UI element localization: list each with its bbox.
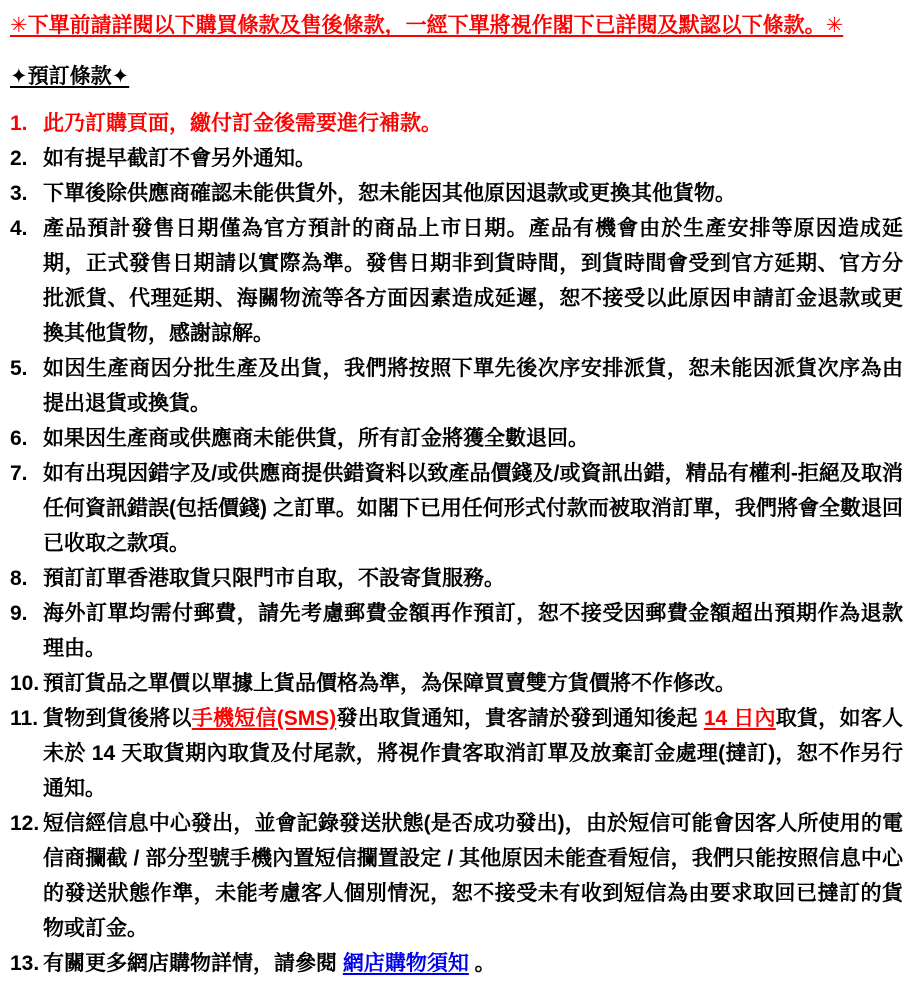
term-number: 8. bbox=[10, 567, 28, 590]
term-item bbox=[10, 701, 903, 806]
term-text bbox=[43, 596, 903, 666]
term-segment: 如因生產商因分批生產及出貨，我們將按照下單先後次序安排派貨，恕未能因派貨次序為由提出退貨或換貨。 bbox=[43, 357, 903, 415]
term-item bbox=[10, 666, 903, 701]
term-text bbox=[43, 106, 903, 141]
term-number: 12. bbox=[10, 812, 40, 835]
term-text bbox=[43, 421, 903, 456]
section-title-preorder-terms: ✦預訂條款✦ bbox=[10, 65, 130, 88]
term-number: 4. bbox=[10, 217, 28, 240]
term-number: 13. bbox=[10, 952, 40, 975]
term-item bbox=[10, 211, 903, 351]
term-item bbox=[10, 561, 903, 596]
term-segment: 有關更多網店購物詳情，請參閱 bbox=[43, 952, 343, 975]
term-text bbox=[43, 666, 903, 701]
term-number: 5. bbox=[10, 357, 28, 380]
term-segment: 產品預計發售日期僅為官方預計的商品上市日期。產品有機會由於生產安排等原因造成延期，正式發售日期請以實際為準。發售日期非到貨時間，到貨時間會受到官方延期、官方分批派貨、代理延期、海關物流等各方面因素造成延遲，恕不接受以此原因申請訂金退款或更換其他貨物，感謝諒解。 bbox=[43, 217, 903, 345]
term-segment: 貨物到貨後將以 bbox=[43, 707, 192, 730]
term-segment: 如有出現因錯字及/或供應商提供錯資料以致產品價錢及/或資訊出錯，精品有權利-拒絕及取消任何資訊錯誤(包括價錢) 之訂單。如閣下已用任何形式付款而被取消訂單，我們將會全數退回已收取之款項。 bbox=[43, 462, 903, 555]
term-item bbox=[10, 106, 903, 141]
term-text bbox=[43, 176, 903, 211]
term-text bbox=[43, 211, 903, 351]
term-segment: 下單後除供應商確認未能供貨外，恕未能因其他原因退款或更換其他貨物。 bbox=[43, 182, 736, 205]
term-segment: 海外訂單均需付郵費，請先考慮郵費金額再作預訂，恕不接受因郵費金額超出預期作為退款理由。 bbox=[43, 602, 903, 660]
pre-order-warning-banner: ✳下單前請詳閱以下購買條款及售後條款，一經下單將視作閣下已詳閱及默認以下條款。✳ bbox=[10, 14, 844, 37]
term-text bbox=[43, 351, 903, 421]
term-number: 6. bbox=[10, 427, 28, 450]
term-number: 10. bbox=[10, 672, 40, 695]
term-text bbox=[43, 561, 903, 596]
term-item bbox=[10, 421, 903, 456]
term-segment-highlight: 手機短信(SMS) bbox=[191, 707, 337, 730]
term-item bbox=[10, 351, 903, 421]
term-segment: 如果因生產商或供應商未能供貨，所有訂金將獲全數退回。 bbox=[43, 427, 589, 450]
term-item bbox=[10, 806, 903, 946]
term-segment-highlight: 此乃訂購頁面，繳付訂金後需要進行補款。 bbox=[43, 112, 442, 135]
term-segment: 短信經信息中心發出，並會記錄發送狀態(是否成功發出)，由於短信可能會因客人所使用的電信商攔截 / 部分型號手機內置短信攔置設定 / 其他原因未能查看短信，我們只能按照信息中心的發送狀態作準，未能考慮客人個別情況，恕不接受未有收到短信為由要求取回已撻訂的貨物或訂金。 bbox=[43, 812, 903, 940]
term-item bbox=[10, 596, 903, 666]
term-number: 2. bbox=[10, 147, 28, 170]
term-text bbox=[43, 141, 903, 176]
term-segment: 。 bbox=[468, 952, 496, 975]
term-item bbox=[10, 176, 903, 211]
term-number: 11. bbox=[10, 707, 39, 730]
terms-list bbox=[10, 106, 903, 981]
term-item bbox=[10, 456, 903, 561]
term-segment: 預訂貨品之單價以單據上貨品價格為準，為保障買賣雙方貨價將不作修改。 bbox=[43, 672, 736, 695]
term-segment: 取貨，如客人未於 14 天取貨期內取貨及付尾款，將視作貴客取消訂單及放棄訂金處理(撻訂)，恕不作另行通知。 bbox=[43, 707, 904, 800]
term-item bbox=[10, 141, 903, 176]
term-number: 7. bbox=[10, 462, 28, 485]
term-segment: 如有提早截訂不會另外通知。 bbox=[43, 147, 316, 170]
shop-notice-link[interactable]: 網店購物須知 bbox=[342, 952, 469, 975]
term-number: 3. bbox=[10, 182, 28, 205]
term-number: 1. bbox=[10, 112, 28, 135]
term-text bbox=[43, 946, 903, 981]
term-segment-highlight: 14 日內 bbox=[703, 707, 776, 730]
term-text bbox=[43, 456, 903, 561]
term-segment: 預訂訂單香港取貨只限門市自取，不設寄貨服務。 bbox=[43, 567, 505, 590]
term-item bbox=[10, 946, 903, 981]
term-text bbox=[43, 701, 903, 806]
term-segment: 發出取貨通知，貴客請於發到通知後起 bbox=[336, 707, 704, 730]
term-text bbox=[43, 806, 903, 946]
term-number: 9. bbox=[10, 602, 28, 625]
